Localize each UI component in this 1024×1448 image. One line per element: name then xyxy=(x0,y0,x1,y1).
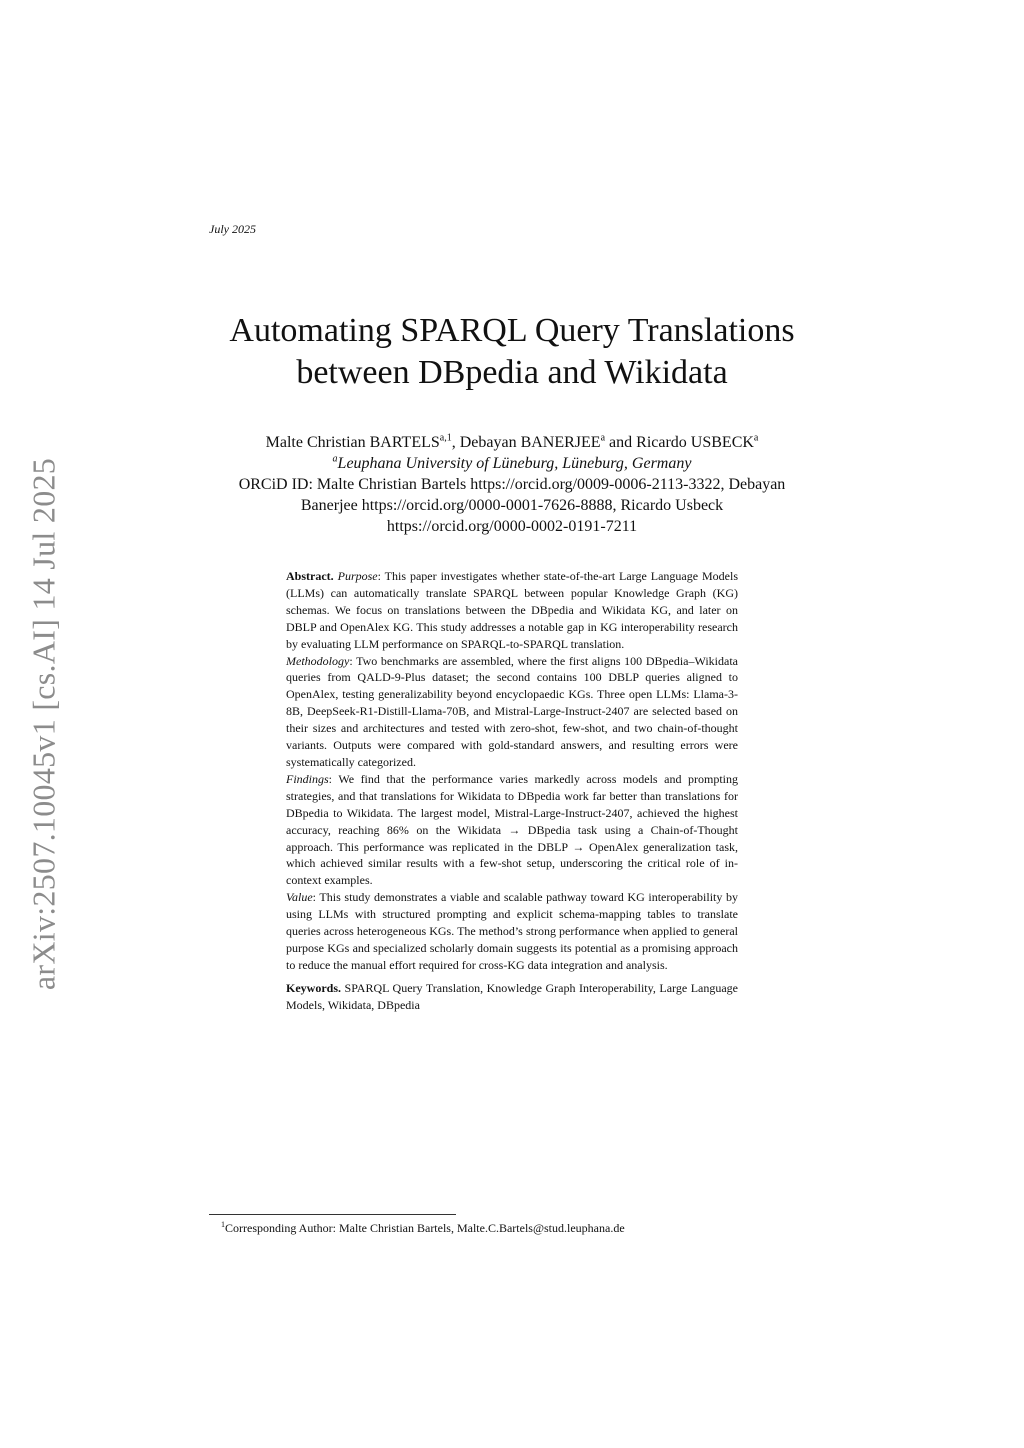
value-label: Value xyxy=(286,890,313,905)
abstract-purpose xyxy=(286,568,738,653)
orcid-line-2: Banerjee https://orcid.org/0000-0001-7626-8888, Ricardo Usbeck xyxy=(300,497,724,514)
author-affiliation-marker: a xyxy=(753,432,759,444)
findings-label: Findings xyxy=(286,771,329,786)
footnote xyxy=(221,1221,625,1236)
keywords-text: SPARQL Query Translation, Knowledge Graph Interoperability, Large Language Models, Wikidata, DBpedia xyxy=(286,980,738,1012)
methodology-label: Methodology xyxy=(286,653,350,668)
title-line-1: Automating SPARQL Query Translations xyxy=(229,312,795,349)
author-name: Debayan BANERJEE xyxy=(459,434,601,451)
arxiv-identifier: arXiv:2507.10045v1 [cs.AI] 14 Jul 2025 xyxy=(25,457,62,991)
author-affiliation-marker: a xyxy=(600,432,606,444)
abstract-findings xyxy=(286,771,738,889)
author-list xyxy=(180,432,844,453)
footnote-marker: 1 xyxy=(221,1220,225,1229)
affiliation-text: Leuphana University of Lüneburg, Lüneburg, Germany xyxy=(337,455,692,472)
title-line-2: between DBpedia and Wikidata xyxy=(296,354,728,391)
affiliation-marker: a xyxy=(332,453,338,465)
abstract-methodology xyxy=(286,653,738,771)
purpose-text: : This paper investigates whether state-of-the-art Large Language Models (LLMs) can automatically translate SPARQL between popular Knowledge Graph (KG) schemas. We focus on translations between the DBpedia and Wikidata KG, and later on DBLP and OpenAlex KG. This study addresses a notable gap in KG interoperability research by evaluating LLM performance on SPARQL-to-SPARQL translation. xyxy=(286,569,738,651)
keywords xyxy=(286,980,738,1014)
author-separator: , xyxy=(451,434,460,451)
abstract-value xyxy=(286,889,738,974)
findings-text: : We find that the performance varies markedly across models and prompting strategies, and that translations for Wikidata to DBpedia work far better than translations for DBpedia to Wikidata. The largest model, Mistral-Large-Instruct-2407, achieved the highest accuracy, reaching 86% on the Wikidata → DBpedia task using a Chain-of-Thought approach. This performance was replicated in the DBLP → OpenAlex generalization task, which achieved similar results with a few-shot setup, underscoring the critical role of in-context examples. xyxy=(286,771,738,888)
publication-date: July 2025 xyxy=(209,222,256,236)
keywords-heading: Keywords. xyxy=(286,980,341,995)
affiliation xyxy=(180,453,844,474)
author-separator: and xyxy=(605,434,637,451)
author-name: Malte Christian BARTELS xyxy=(265,434,440,451)
author-block xyxy=(180,432,844,537)
footnote-divider xyxy=(209,1214,456,1215)
abstract-heading: Abstract. xyxy=(286,569,334,583)
orcid-line-1: ORCiD ID: Malte Christian Bartels https://orcid.org/0009-0006-2113-3322, Debayan xyxy=(238,476,786,493)
footnote-text: Corresponding Author: Malte Christian Bartels, Malte.C.Bartels@stud.leuphana.de xyxy=(225,1221,625,1235)
value-text: : This study demonstrates a viable and scalable pathway toward KG interoperability by using LLMs with structured prompting and explicit schema-mapping tables to translate queries across heterogeneous KGs. The method’s strong performance when applied to general purpose KGs and specialized scholarly domain suggests its potential as a promising approach to reduce the manual effort required for cross-KG data integration and analysis. xyxy=(286,890,738,972)
abstract-section xyxy=(286,568,738,1014)
methodology-text: : Two benchmarks are assembled, where the first aligns 100 DBpedia–Wikidata queries from QALD-9-Plus dataset; the second contains 100 DBLP queries aligned to OpenAlex, testing generalizability beyond encyclopaedic KGs. Three open LLMs: Llama-3-8B, DeepSeek-R1-Distill-Llama-70B, and Mistral-Large-Instruct-2407 are selected based on their sizes and architectures and tested with zero-shot, few-shot, and two chain-of-thought variants. Outputs were compared with gold-standard answers, and resulting errors were systematically categorized. xyxy=(286,653,738,769)
orcid-info xyxy=(180,474,844,537)
author-name: Ricardo USBECK xyxy=(636,434,754,451)
purpose-label: Purpose xyxy=(337,569,378,583)
author-affiliation-marker: a,1 xyxy=(439,432,452,444)
paper-title xyxy=(180,310,844,394)
orcid-line-3: https://orcid.org/0000-0002-0191-7211 xyxy=(386,518,638,535)
